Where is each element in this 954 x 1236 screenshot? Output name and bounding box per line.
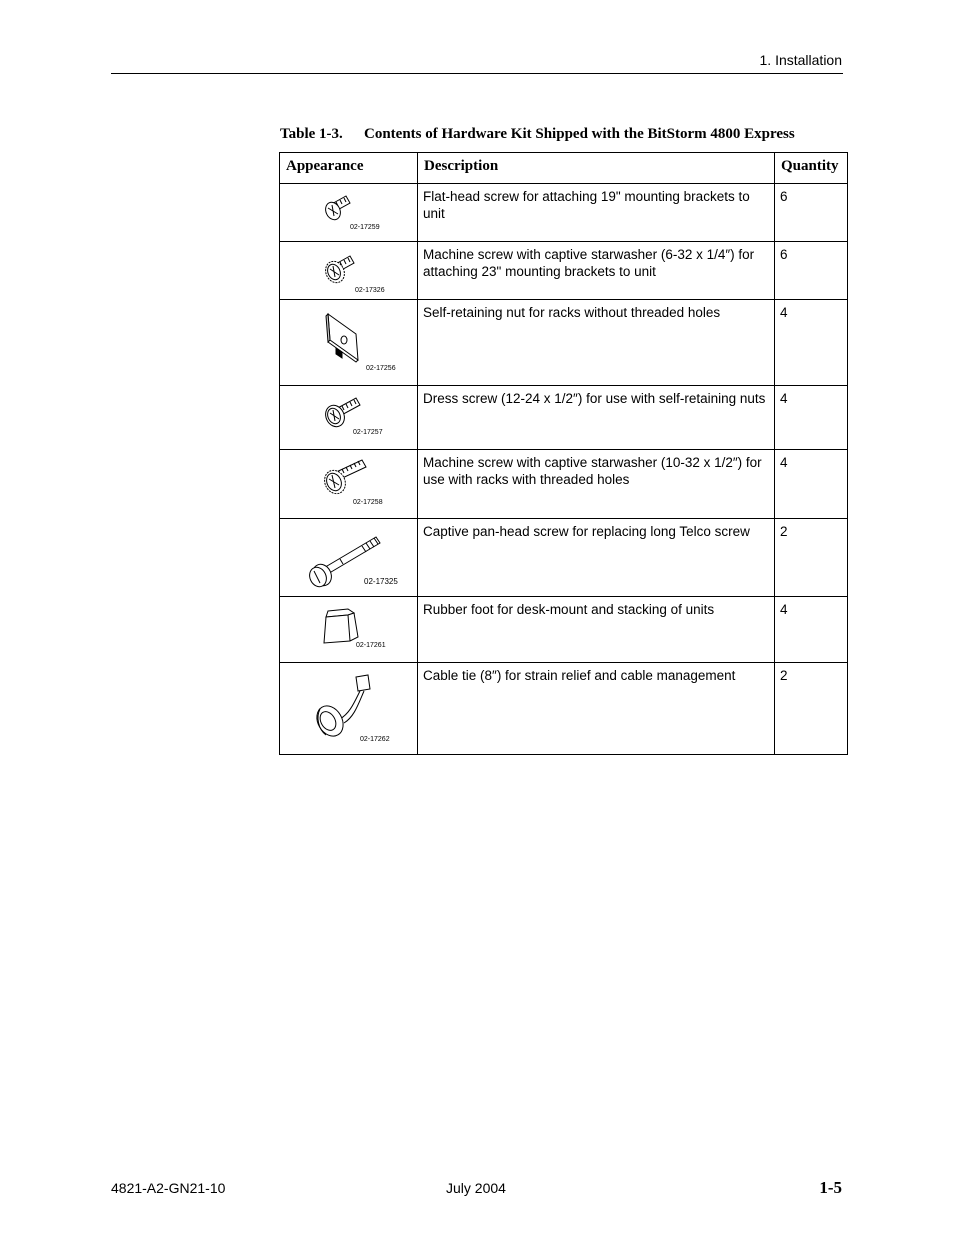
- table-row: [280, 450, 848, 519]
- appearance-cell: [280, 242, 418, 300]
- flat-head-screw-illustration: [280, 184, 418, 241]
- appearance-cell: [280, 597, 418, 663]
- quantity-cell: 2: [775, 519, 848, 597]
- table-row: [280, 184, 848, 242]
- appearance-cell: [280, 450, 418, 519]
- appearance-cell: [280, 663, 418, 755]
- table-number: Table 1-3.: [280, 126, 343, 142]
- table-row: [280, 386, 848, 450]
- description-cell: Machine screw with captive starwasher (6-32 x 1/4″) for attaching 23" mounting brackets to unit: [418, 242, 775, 300]
- self-retaining-nut-illustration: [280, 300, 418, 385]
- description-cell: Dress screw (12-24 x 1/2″) for use with self-retaining nuts: [418, 386, 775, 450]
- table-caption: [280, 126, 795, 143]
- quantity-cell: 4: [775, 450, 848, 519]
- quantity-cell: 4: [775, 597, 848, 663]
- description-cell: Flat-head screw for attaching 19" mounting brackets to unit: [418, 184, 775, 242]
- appearance-cell: [280, 184, 418, 242]
- description-cell: Captive pan-head screw for replacing long Telco screw: [418, 519, 775, 597]
- description-cell: Cable tie (8″) for strain relief and cable management: [418, 663, 775, 755]
- quantity-cell: 6: [775, 242, 848, 300]
- figure-id: 02-17261: [356, 642, 386, 649]
- appearance-cell: [280, 386, 418, 450]
- figure-id: 02-17258: [353, 499, 383, 506]
- header-rule: [111, 73, 843, 74]
- table-row: [280, 597, 848, 663]
- appearance-cell: [280, 519, 418, 597]
- running-header: 1. Installation: [759, 52, 842, 68]
- hardware-kit-table: [279, 152, 848, 755]
- figure-id: 02-17326: [355, 287, 385, 294]
- quantity-cell: 4: [775, 300, 848, 386]
- captive-pan-head-screw-illustration: [280, 519, 418, 596]
- table-row: [280, 242, 848, 300]
- description-cell: Self-retaining nut for racks without threaded holes: [418, 300, 775, 386]
- column-header-description: Description: [418, 153, 775, 184]
- figure-id: 02-17259: [350, 224, 380, 231]
- column-header-quantity: Quantity: [775, 153, 848, 184]
- machine-screw-starwasher-illustration: [280, 450, 418, 518]
- quantity-cell: 6: [775, 184, 848, 242]
- machine-screw-starwasher-illustration: [280, 242, 418, 299]
- quantity-cell: 4: [775, 386, 848, 450]
- page-number: 1-5: [819, 1178, 842, 1197]
- column-header-appearance: Appearance: [280, 153, 418, 184]
- table-row: [280, 663, 848, 755]
- footer-doc-number: 4821-A2-GN21-10: [111, 1180, 226, 1196]
- cable-tie-illustration: [280, 663, 418, 754]
- figure-id: 02-17257: [353, 429, 383, 436]
- figure-id: 02-17325: [364, 577, 398, 586]
- table-row: [280, 519, 848, 597]
- figure-id: 02-17262: [360, 736, 390, 743]
- table-row: [280, 300, 848, 386]
- description-cell: Machine screw with captive starwasher (10-32 x 1/2″) for use with racks with threaded holes: [418, 450, 775, 519]
- table-header-row: [280, 153, 848, 184]
- figure-id: 02-17256: [366, 365, 396, 372]
- table-title: Contents of Hardware Kit Shipped with the BitStorm 4800 Express: [364, 126, 795, 142]
- footer-date: July 2004: [446, 1180, 506, 1196]
- dress-screw-illustration: [280, 386, 418, 449]
- rubber-foot-illustration: [280, 597, 418, 662]
- quantity-cell: 2: [775, 663, 848, 755]
- description-cell: Rubber foot for desk-mount and stacking of units: [418, 597, 775, 663]
- appearance-cell: [280, 300, 418, 386]
